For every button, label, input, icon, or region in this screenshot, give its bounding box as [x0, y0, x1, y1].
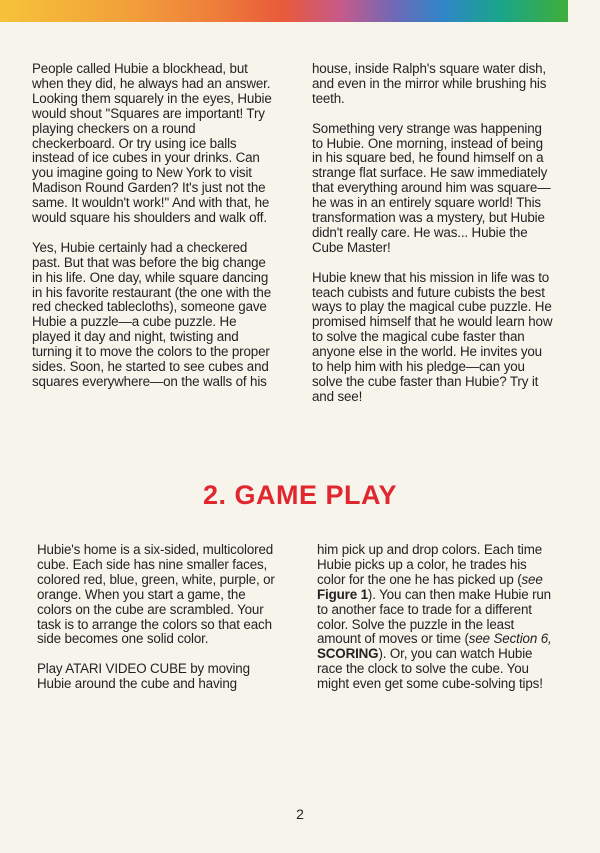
text-run: ). You can then make Hubie run to another face to trade for a different color. Solve the puzzle in the least amount of moves or time (	[317, 586, 551, 647]
story-paragraph: People called Hubie a blockhead, but when they did, he always had an answer. Looking them squarely in the eyes, Hubie would shout ''Squares are important! Try playing checkers on a round checkerboard. Or try using ice balls instead of ice cubes in your drinks. Can you imagine going to New York to visit Madison Round Garden? It's just not the same. It wouldn't work!'' And with that, he would square his shoulders and walk off.	[32, 61, 272, 226]
story-paragraph: Hubie knew that his mission in life was to teach cubists and future cubists the best ways to play the magical cube puzzle. He promised himself that he would learn how to solve the magical cube faster than anyone else in the world. He invites you to help him with his pledge—can you solve the cube faster than Hubie? Try it and see!	[312, 269, 553, 404]
text-run: him pick up and drop colors. Each time Hubie picks up a color, he trades his color for the one he has picked up (	[317, 542, 543, 587]
story-paragraph: house, inside Ralph's square water dish, and even in the mirror while brushing his teeth.	[312, 61, 547, 106]
italic-see: see	[521, 571, 543, 587]
gameplay-paragraph: Play ATARI VIDEO CUBE by moving Hubie around the cube and having	[37, 661, 250, 692]
text-run: ). Or, you can watch Hubie race the clock to solve the cube. You might even get some cube-solving tips!	[317, 646, 543, 692]
gameplay-column-right	[317, 543, 553, 692]
gameplay-column-left	[37, 543, 275, 692]
italic-section-ref: see Section 6,	[468, 631, 552, 647]
page-number: 2	[296, 806, 304, 822]
story-column-left	[32, 62, 272, 390]
story-paragraph: Something very strange was happening to Hubie. One morning, instead of being in his square bed, he found himself on a strange flat surface. He saw immediately that everything around him was square—he was in an entirely square world! This transformation was a mystery, but Hubie didn't really care. He was... Hubie the Cube Master!	[312, 120, 551, 255]
figure-reference: Figure 1	[317, 586, 368, 602]
section-heading: 2. GAME PLAY	[202, 480, 398, 510]
story-column-right	[312, 62, 556, 405]
gameplay-paragraph: Hubie's home is a six-sided, multicolored cube. Each side has nine smaller faces, colored red, blue, green, white, purple, or orange. When you start a game, the colors on the cube are scrambled. Your task is to arrange the colors so that each side becomes one solid color.	[37, 542, 275, 647]
rainbow-header-bar	[0, 0, 568, 22]
scoring-reference: SCORING	[317, 646, 379, 662]
gameplay-paragraph	[317, 543, 553, 692]
story-paragraph: Yes, Hubie certainly had a checkered past. But that was before the big change in his life. One day, while square dancing in his favorite restaurant (the one with the red checked tablecloths), someone gave Hubie a puzzle—a cube puzzle. He played it day and night, twisting and turning it to move the colors to the proper sides. Soon, he started to see cubes and squares everywhere—on the walls of his	[32, 239, 272, 390]
